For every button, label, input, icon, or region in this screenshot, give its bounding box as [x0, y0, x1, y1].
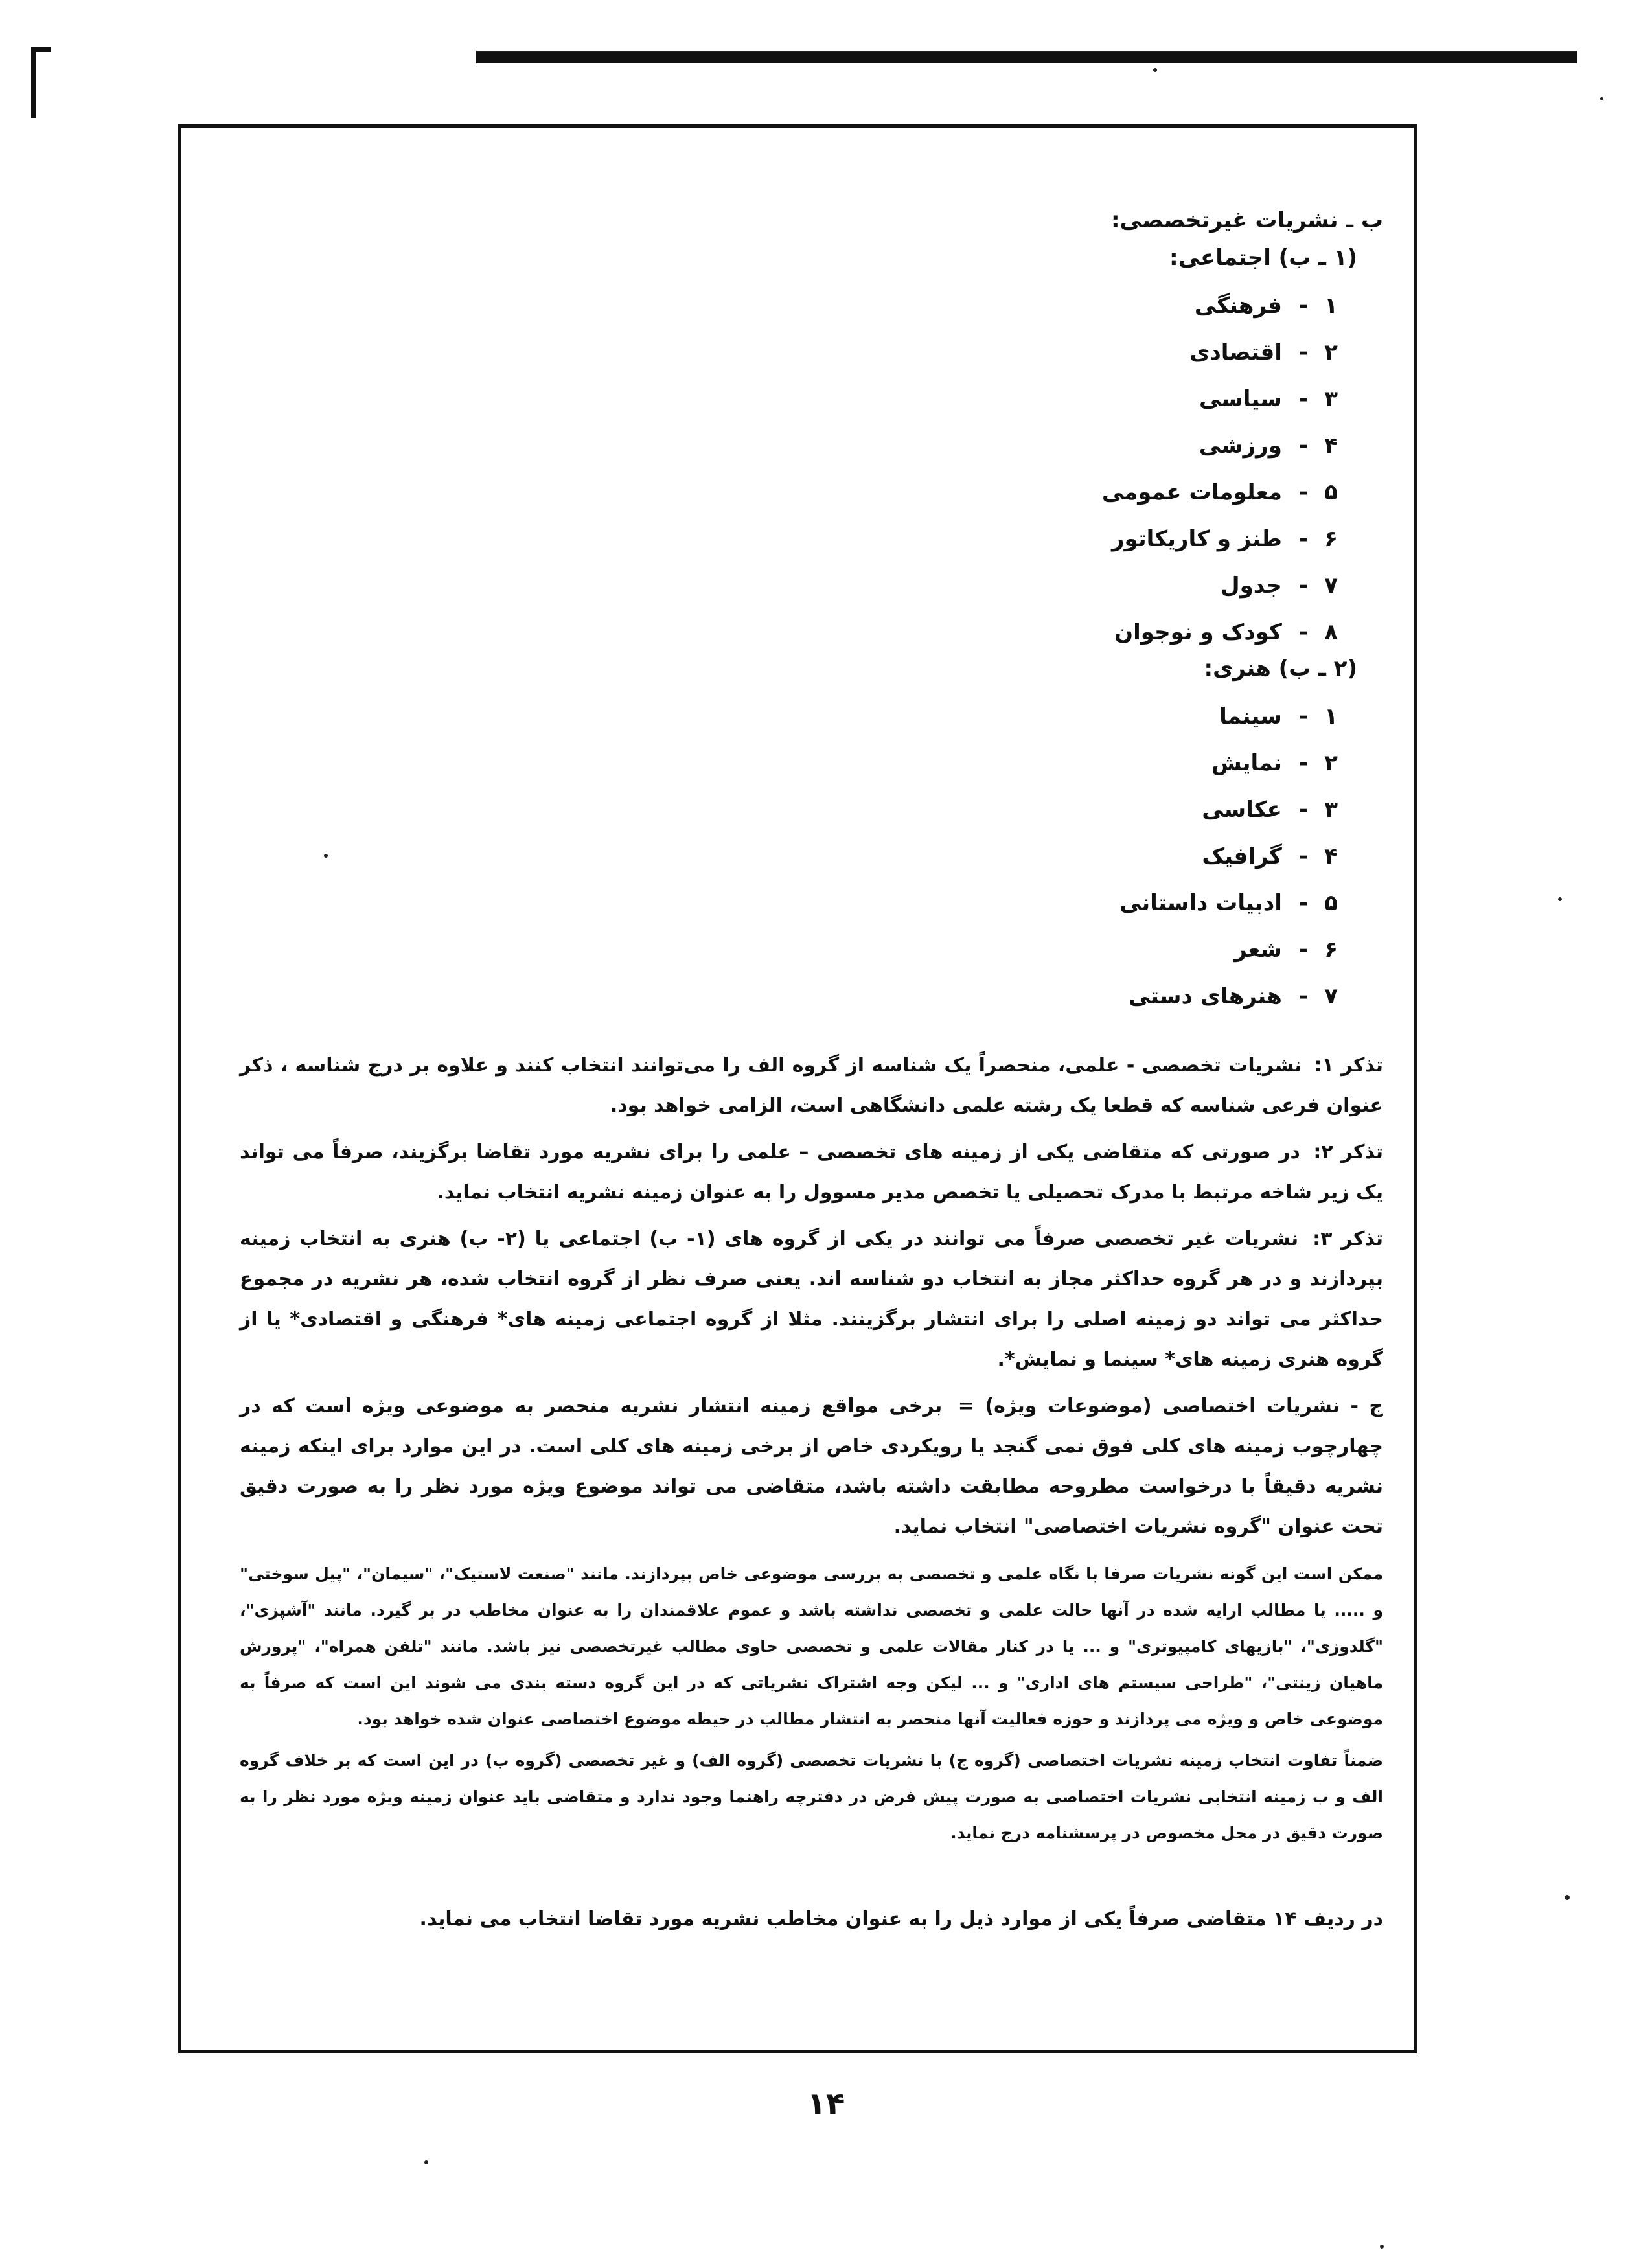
note-1-label: تذکر ۱: [1314, 1054, 1383, 1077]
group1-list [240, 282, 1383, 656]
section-c [240, 1386, 1383, 1547]
list-item: ۴-ورزشی [1199, 433, 1338, 459]
scan-speck [324, 854, 328, 858]
page-number: ۱۴ [807, 2086, 845, 2122]
corner-mark-top [31, 47, 51, 52]
note-1-text: نشریات تخصصی - علمی، منحصراً یک شناسه از گروه الف را می‌توانند انتخاب کنند و علاوه بر درج شناسه ، ذکر عنوان فرعی شناسه که قطعا یک رشته علمی دانشگاهی است، الزامی خواهد بود. [240, 1054, 1383, 1117]
scan-speck [1380, 2245, 1384, 2249]
list-item: ۵-ادبیات داستانی [1119, 890, 1338, 916]
scan-speck [1153, 68, 1157, 72]
list-item: ۴-گرافیک [1202, 843, 1338, 869]
top-rule [476, 52, 1577, 63]
paragraph-2: ضمناً تفاوت انتخاب زمینه نشریات اختصاصی (گروه ج) با نشریات تخصصی (گروه الف) و غیر تخصصی (گروه ب) در این است که بر خلاف گروه الف و ب زمینه انتخابی نشریات اختصاصی به صورت پیش فرض در دفترچه راهنما وجود ندارد و متقاضی باید عنوان زمینه ویژه مورد نظر را به صورت دقیق در محل مخصوص در پرسشنامه درج نماید. [240, 1751, 1383, 1842]
document-body [240, 207, 1383, 1939]
list-item: ۵-معلومات عمومی [1101, 479, 1338, 505]
section-b-title: ب ـ نشریات غیرتخصصی: [1110, 207, 1383, 233]
list-item: ۶-طنز و کاریکاتور [1111, 526, 1338, 552]
scan-speck [424, 2160, 428, 2164]
paragraph-1: ممکن است این گونه نشریات صرفا با نگاه علمی و تخصصی به بررسی موضوعی خاص بپردازند. مانند "صنعت لاستیک"، "سیمان"، "پیل سوختی" و ..... یا مطالب ارایه شده در آنها حالت علمی و تخصصی نداشته باشد و عموم علاقمندان را به عنوان مخاطب در بر گیرد. مانند "آشپزی"، "گلدوزی"، "بازیهای کامپیوتری" و ... یا در کنار مقالات علمی و تخصصی حاوی مطالب غیرتخصصی نیز باشد. مانند "تلفن همراه"، "پرورش ماهیان زینتی"، "طراحی سیستم های اداری" و ... لیکن وجه اشتراک نشریاتی که در این گروه دسته بندی می شوند این است که صرفاً به موضوعی خاص و ویژه می پردازند و حوزه فعالیت آنها منحصر به انتشار مطالب در حیطه موضوع اختصاصی عنوان شده خواهد بود. [240, 1564, 1383, 1728]
note-2 [240, 1132, 1383, 1213]
list-item: ۳-عکاسی [1202, 797, 1338, 823]
final-instruction: در ردیف ۱۴ متقاضی صرفاً یکی از موارد ذیل را به عنوان مخاطب نشریه مورد تقاضا انتخاب می نماید. [419, 1908, 1383, 1930]
list-item: ۶-شعر [1234, 937, 1338, 963]
list-item: ۱-سینما [1219, 704, 1338, 729]
corner-mark [31, 47, 36, 118]
note-2-text: در صورتی که متقاضی یکی از زمینه های تخصصی – علمی را برای نشریه مورد تقاضا برگزیند، صرفاً می تواند یک زیر شاخه مرتبط با مدرک تحصیلی یا تخصص مدیر مسوول را به عنوان زمینه نشریه انتخاب نماید. [240, 1141, 1383, 1204]
list-item: ۲-اقتصادی [1189, 339, 1338, 365]
scan-speck [1558, 897, 1562, 901]
note-2-label: تذکر ۲: [1313, 1141, 1383, 1163]
list-item: ۳-سیاسی [1199, 386, 1338, 412]
list-item: ۲-نمایش [1211, 750, 1338, 776]
scan-speck [1565, 1895, 1570, 1900]
section-c-text: برخی مواقع زمینه انتشار نشریه منحصر به موضوعی ویژه است که در چهارچوب زمینه های کلی فوق نمی گنجد یا رویکردی خاص از برخی زمینه های کلی است. در این موارد برای اینکه زمینه نشریه دقیقاً با درخواست مطروحه مطابقت داشته باشد، متقاضی می تواند موضوع ویژه مورد نظر را به صورت دقیق تحت عنوان "گروه نشریات اختصاصی" انتخاب نماید. [240, 1395, 1383, 1538]
group2-title: (۲ ـ ب) هنری: [1204, 656, 1357, 682]
list-item: ۷-جدول [1221, 573, 1338, 599]
group1-title: (۱ ـ ب) اجتماعی: [1169, 245, 1357, 271]
note-3-label: تذکر ۳: [1313, 1228, 1383, 1250]
section-c-title: ج - نشریات اختصاصی (موضوعات ویژه) = [958, 1395, 1383, 1417]
list-item: ۸-کودک و نوجوان [1114, 619, 1338, 645]
list-item: ۷-هنرهای دستی [1128, 983, 1338, 1009]
note-1 [240, 1046, 1383, 1126]
note-3 [240, 1219, 1383, 1380]
list-item: ۱-فرهنگی [1194, 293, 1338, 319]
group2-list [240, 693, 1383, 1020]
scan-speck [1600, 97, 1603, 100]
note-3-text: نشریات غیر تخصصی صرفاً می توانند در یکی از گروه های (۱- ب) اجتماعی یا (۲- ب) هنری به انتخاب زمینه بپردازند و در هر گروه حداکثر مجاز به انتخاب دو شناسه اند. یعنی صرف نظر از گروه انتخاب شده، هر نشریه در مجموع حداکثر می تواند دو زمینه اصلی را برای انتشار برگزینند. مثلا از گروه اجتماعی زمینه های* فرهنگی و اقتصادی* یا از گروه هنری زمینه های* سینما و نمایش*. [240, 1228, 1383, 1371]
